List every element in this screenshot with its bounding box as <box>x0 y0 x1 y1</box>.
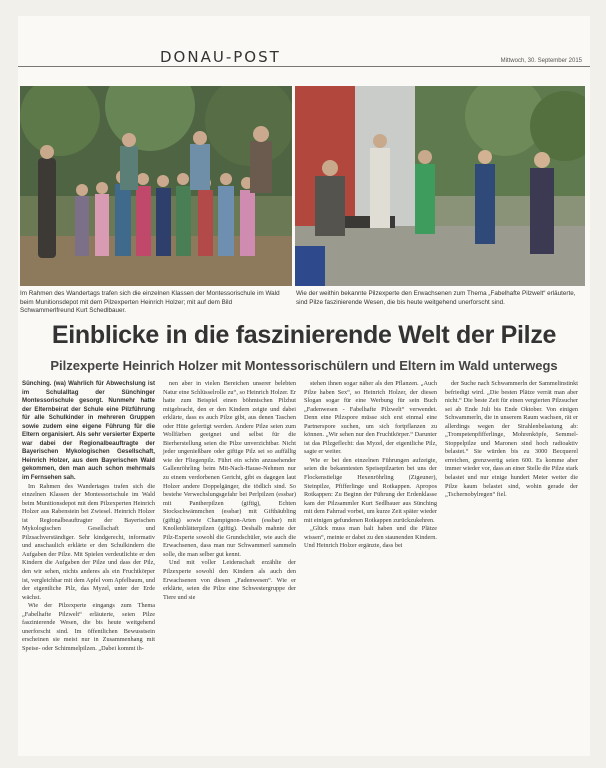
article-subheadline: Pilzexperte Heinrich Holzer mit Montessorischülern und Eltern im Wald unterwegs <box>50 358 558 373</box>
article-column-4 <box>445 380 578 654</box>
photo-caption: Im Rahmen des Wandertags trafen sich die einzelnen Klassen der Montessorischule im Wald beim Munitionsdepot mit dem Pilzexperten Heinrich Holzer; mit auf dem Bild Schwammerlfreund Kurt Schedlbauer. <box>20 290 280 315</box>
newspaper-name: DONAU-POST <box>160 48 281 66</box>
photo-children-group <box>20 86 292 286</box>
issue-date: Mittwoch, 30. September 2015 <box>500 58 582 64</box>
article-paragraph: Im Rahmen des Wandertages trafen sich die einzelnen Klassen der Montessorischule im Wald beim Munitionsdepot mit dem Pilzexperten Heinrich Holzer aus Rabenstein bei Zwiesel. Heinrich Holzer ist Regionalbeauftragter der Bayerischen Mykologischen Gesellschaft und Pilzsachverständiger. Sehr kindgerecht, informativ und anschaulich erklärte er den Schulkindern die Aufgaben der Pilze. Mit Spielen verdeutlichte er den Kindern die Aufgaben der Pilze und dass der Pilz, den wir sehen, nichts anderes als ein Fruchtkörper ist, vergleichbar mit dem Apfel vom Apfelbaum, und der eigentliche Pilz, das Myzel, unter der Erde wächst. <box>22 482 155 601</box>
article-paragraph: Wie er bei den einzelnen Führungen aufzeigte, seien die bekanntesten Speisepilzarten bei uns der Flockenstielige Hexenröhrling (Zigeuner), Steinpilze, Pfifferlinge und Rotkappen. Apropos Rotkappen: Zu Beginn der Führung der Erdenklasse kam der Pilzsammler Kurt Sedlbauer aus Sünching mit dem Fahrrad vorbei, um kurze Zeit später wieder mit einigen gefundenen Rotkappen zurückzukehren. <box>304 456 437 524</box>
article-headline: Einblicke in die faszinierende Welt der Pilze <box>51 321 557 349</box>
article-paragraph: Wie der Pilzexperte eingangs zum Thema „Fabelhafte Pilzwelt“ erläuterte, seien Pilze faszinierende Wesen, die bis heute weitgehend unerforscht sind. Im öffentlichen Bewusstsein erscheinen sie meist nur in Zusammenhang mit Speise- oder Schimmelpilzen. „Dabei kommt ih- <box>22 602 155 652</box>
newspaper-page <box>18 16 590 756</box>
article-column-1 <box>22 380 155 654</box>
article-lead: Sünching. (wa) Wahrlich für Abwechslung ist im Schulalltag der Sünchinger Montessorischule gesorgt. Nunmehr hatte der Elternbeirat der Schule eine Pilzführung für alle Schulkinder in mehreren Gruppen sowie zudem eine eigene Führung für die Eltern organisiert. Als sehr versierter Experte war dabei der Regionalbeauftragte der Bayerischen Mykologischen Gesellschaft, Heinrich Holzer, aus dem Bayerischen Wald gekommen, den man auch schon mehrmals im Fernsehen sah. <box>22 380 155 482</box>
photo-caption: Wie der weithin bekannte Pilzexperte den Erwachsenen zum Thema „Fabelhafte Pilzwelt“ erläuterte, sind Pilze faszinierende Wesen, die bis heute weitgehend unerforscht sind. <box>296 290 576 306</box>
article-column-2 <box>163 380 296 654</box>
article-body <box>22 380 586 654</box>
article-paragraph: stehen ihnen sogar näher als den Pflanzen. „Auch Pilze haben Sex“, so Heinrich Holzer, der diesen Slogan sogar für eine Werbung für sein Buch „Fadenwesen - Fabelhafte Pilzwelt“ verwendet. Denn eine Pilzspore müsse sich erst einmal eine Partnerspore suchen, um sich fortpflanzen zu können. „Wir sehen nur den Fruchtkörper.“ Darunter ist das Pilzgeflecht: das Myzel, der eigentliche Pilz, sagte er weiter. <box>304 380 437 456</box>
article-paragraph: Und mit voller Leidenschaft erzählte der Pilzexperte sowohl den Kindern als auch den Erwachsenen von diesen „Fadenwesen“. Wie er erklärte, seien die Pilze eine Schwestergruppe der Tiere und sie <box>163 559 296 601</box>
photo-adults-group <box>295 86 585 286</box>
article-paragraph: der Suche nach Schwammerln der Sammelinstinkt befriedigt wird. „Die besten Plätze verrät man aber nicht.“ Die beste Zeit für einen vergierten Pilzsucher sei ab Ende Juli bis Ende Oktober. Von einigen Schwammerln, die in unserem Raum wachsen, rät er allerdings wegen der Strahlenbelastung ab: „Trompetenpfifferlinge, Mohrenköpfe, Semmel-Stoppelpilze und Maronen sind hoch radioaktiv belastet.“ Sie würden bis zu 3000 Becquerel erreichen, grenzwertig seien 600. Es komme aber immer wieder vor, dass an einer Stelle die Pilze stark belastet und nur einige hundert Meter weiter die Pilze kaum belastet sind, wohin gerade der „Tschernobylregen“ fiel. <box>445 380 578 499</box>
masthead <box>18 16 590 67</box>
article-column-3 <box>304 380 437 654</box>
article-paragraph: nen aber in vielen Bereichen unserer belebten Natur eine Schlüsselrolle zu“, so Heinrich Holzer. Er hatte zum Beispiel einen böhmischen Pilzhut mitgebracht, den er den Kindern zeigte und dabei erklärte, dass es auch Pilze gibt, aus denen Taschen oder Hüte gefertigt werden. Andere Pilze seien zum Wollfärben geeignet und selbst für die Bierherstellung seien die Pilze unverzichtbar. Nicht jeder ungenießbare oder giftige Pilz sei so auffällig wie der Fliegenpilz. Führt ein schön anzusehender Gallenröhrling beim Mit-Nach-Hause-Nehmen nur zu einem verdorbenen Gericht, gibt es dagegen laut Holzer andere Doppelgänger, die tödlich sind. So bestehe Verwechslungsgefahr bei Perlpilzen (essbar) mit Pantherpilzen (giftig), Echten Stockschwämmchen (essbar) mit Gifthäubling (giftig) sowie Champignon-Arten (essbar) mit Knollenblätterpilzen (giftig). Deshalb mahnte der Pilz-Experte sowohl die Grundschüler, wie auch die Erwachsenen, dass man nur Schwammerl sammeln solle, die man selber gut kennt. <box>163 380 296 558</box>
article-paragraph: „Glück muss man halt haben und die Plätze wissen“, meinte er dabei zu den staunenden Kindern. Und Heinrich Holzer ergänzte, dass bei <box>304 525 437 550</box>
